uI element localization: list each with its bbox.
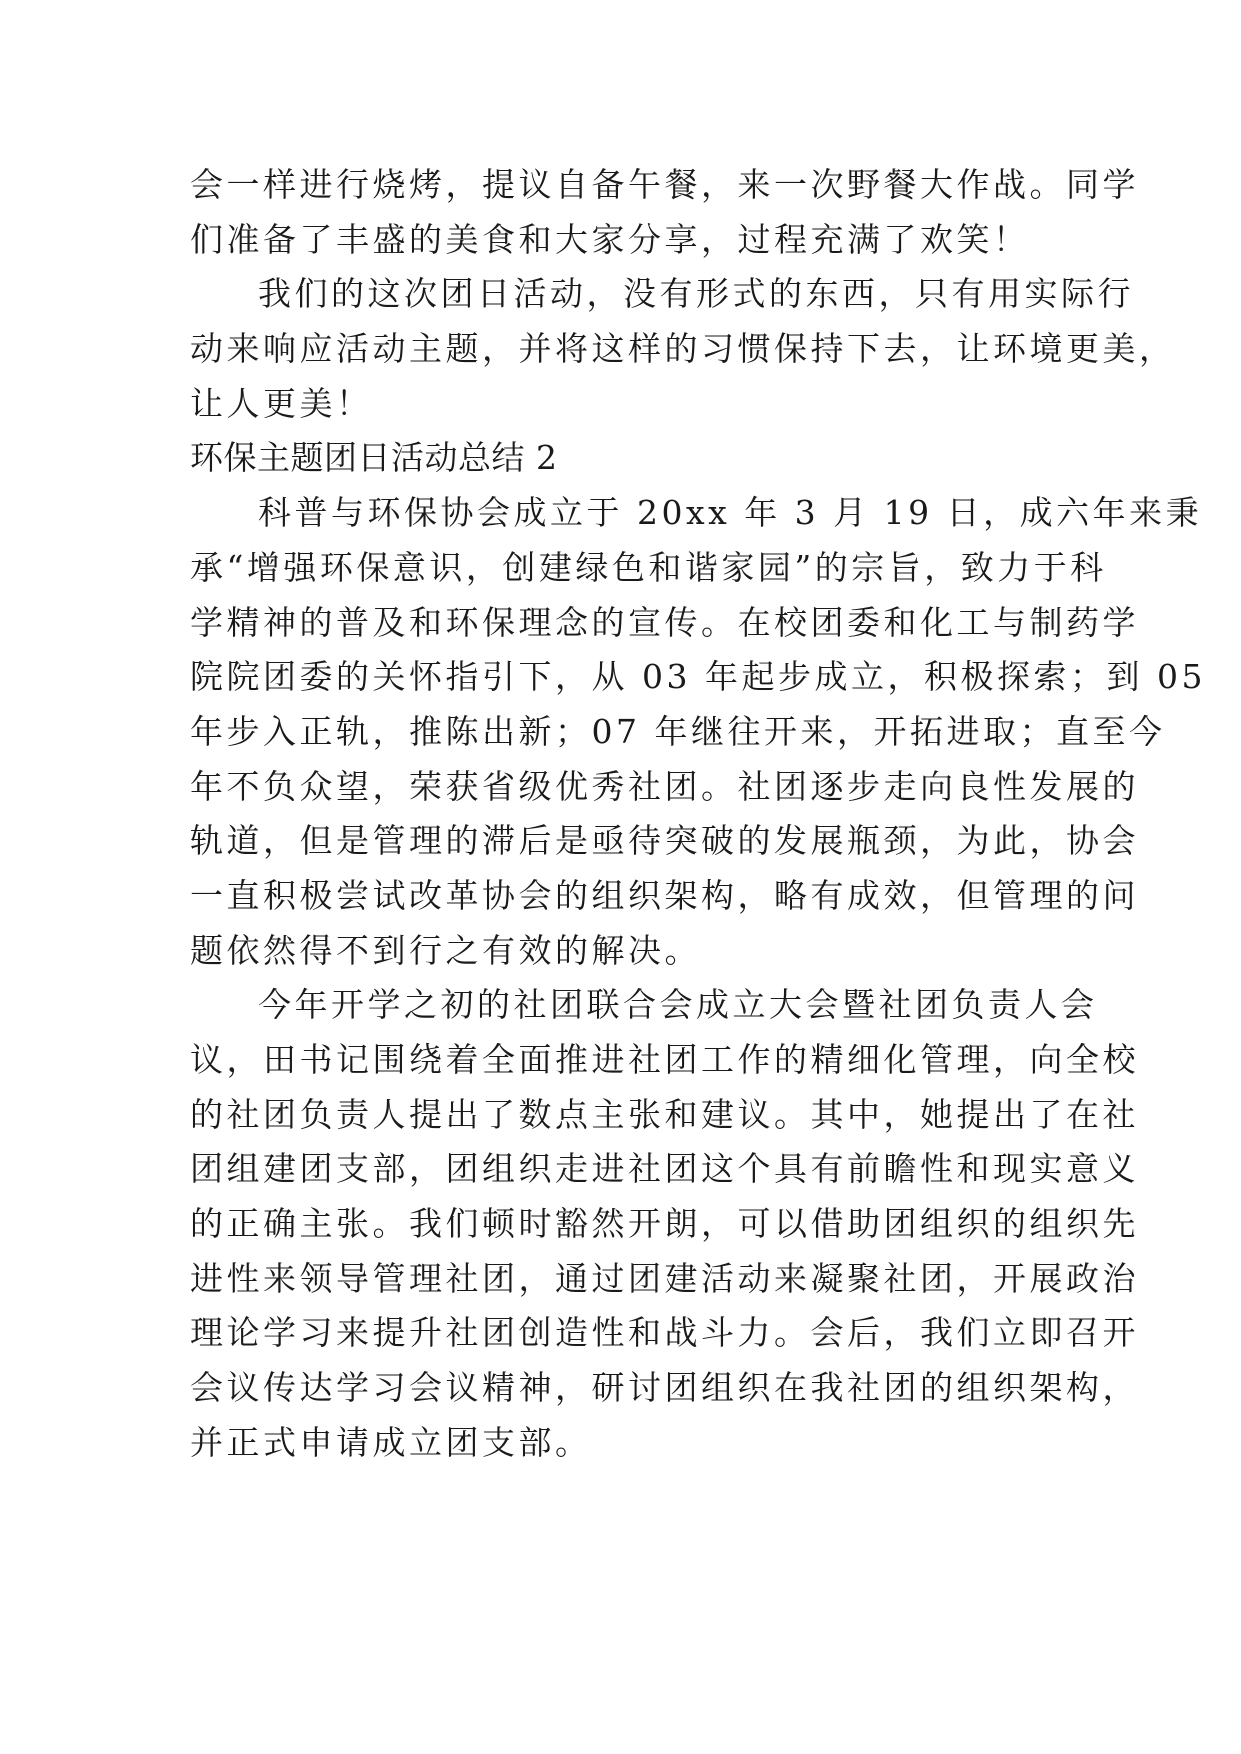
text-line: 年不负众望，荣获省级优秀社团。社团逐步走向良性发展的 — [190, 766, 1139, 806]
text-line: 院院团委的关怀指引下，从 03 年起步成立，积极探索；到 05 — [190, 657, 1206, 697]
text-line: 议，田书记围绕着全面推进社团工作的精细化管理，向全校 — [190, 1040, 1139, 1079]
text-line: 会议传达学习会议精神，研讨团组织在我社团的组织架构， — [190, 1368, 1139, 1408]
text-line: 科普与环保协会成立于 20xx 年 3 月 19 日，成六年来秉 — [258, 493, 1203, 533]
document-body — [190, 158, 1206, 1471]
text-line: 们准备了丰盛的美食和大家分享，过程充满了欢笑！ — [190, 219, 1030, 259]
text-line: 学精神的普及和环保理念的宣传。在校团委和化工与制药学 — [190, 602, 1139, 642]
text-line: 年步入正轨，推陈出新；07 年继往开来，开拓进取；直至今 — [190, 711, 1166, 751]
text-line: 让人更美！ — [190, 383, 373, 423]
text-line: 今年开学之初的社团联合会成立大会暨社团负责人会 — [258, 985, 1098, 1025]
text-line: 承“增强环保意识，创建绿色和谐家园”的宗旨，致力于科 — [190, 547, 1107, 587]
text-line: 我们的这次团日活动，没有形式的东西，只有用实际行 — [258, 274, 1134, 314]
text-line: 进性来领导管理社团，通过团建活动来凝聚社团，开展政治 — [190, 1258, 1139, 1298]
text-line: 一直积极尝试改革协会的组织架构，略有成效，但管理的问 — [190, 875, 1139, 915]
text-line: 团组建团支部，团组织走进社团这个具有前瞻性和现实意义 — [190, 1149, 1139, 1189]
text-line: 轨道，但是管理的滞后是亟待突破的发展瓶颈，为此，协会 — [190, 821, 1139, 861]
text-line: 会一样进行烧烤，提议自备午餐，来一次野餐大作战。同学 — [190, 165, 1139, 204]
text-line: 动来响应活动主题，并将这样的习惯保持下去，让环境更美， — [190, 329, 1176, 369]
section-heading: 环保主题团日活动总结 2 — [190, 438, 558, 478]
text-line: 的正确主张。我们顿时豁然开朗，可以借助团组织的组织先 — [190, 1204, 1139, 1244]
text-line: 的社团负责人提出了数点主张和建议。其中，她提出了在社 — [190, 1094, 1139, 1134]
text-line: 题依然得不到行之有效的解决。 — [190, 930, 701, 970]
text-line: 并正式申请成立团支部。 — [190, 1422, 592, 1462]
text-line: 理论学习来提升社团创造性和战斗力。会后，我们立即召开 — [190, 1313, 1139, 1353]
